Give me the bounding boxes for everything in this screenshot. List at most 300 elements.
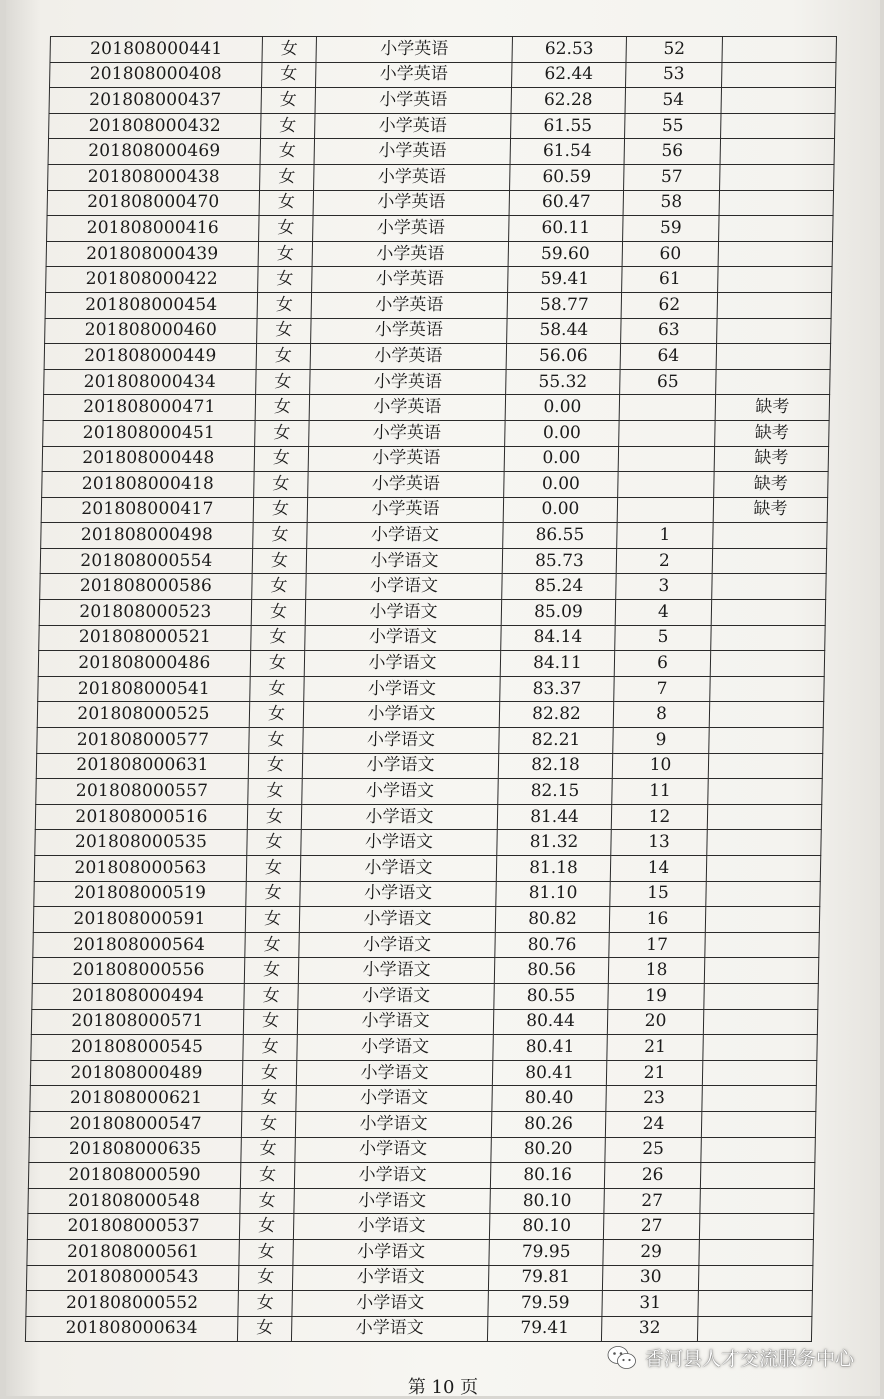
rank-cell: 10: [612, 753, 708, 779]
score-cell: 85.73: [502, 548, 616, 574]
table-row: [40, 574, 826, 600]
table-row: [47, 190, 833, 216]
rank-cell: 65: [620, 369, 716, 395]
candidate-id-cell: 201808000591: [33, 907, 245, 933]
subject-cell: 小学语文: [295, 1137, 491, 1163]
remark-cell: [701, 1111, 815, 1137]
table-row: [34, 856, 820, 882]
gender-cell: 女: [249, 728, 303, 754]
candidate-id-cell: 201808000454: [45, 292, 257, 318]
gender-cell: 女: [243, 1035, 297, 1061]
subject-cell: 小学语文: [299, 907, 495, 933]
score-cell: 0.00: [505, 420, 619, 446]
table-row: [44, 369, 830, 395]
gender-cell: 女: [249, 702, 303, 728]
remark-cell: [698, 1265, 812, 1291]
rank-cell: 54: [625, 88, 721, 114]
gender-cell: 女: [258, 241, 312, 267]
subject-cell: 小学语文: [295, 1111, 491, 1137]
candidate-id-cell: 201808000635: [29, 1137, 241, 1163]
score-cell: 79.41: [487, 1316, 601, 1342]
candidate-id-cell: 201808000557: [36, 779, 248, 805]
rank-cell: 18: [608, 958, 704, 984]
remark-cell: [708, 753, 822, 779]
candidate-id-cell: 201808000422: [46, 267, 258, 293]
candidate-id-cell: 201808000469: [48, 139, 260, 165]
score-cell: 80.76: [495, 932, 609, 958]
score-cell: 79.95: [489, 1239, 603, 1265]
rank-cell: 7: [614, 676, 710, 702]
remark-cell: [704, 958, 818, 984]
subject-cell: 小学语文: [306, 574, 502, 600]
remark-cell: [707, 830, 821, 856]
table-row: [45, 318, 831, 344]
candidate-id-cell: 201808000547: [29, 1111, 241, 1137]
subject-cell: 小学语文: [292, 1291, 488, 1317]
table-row: [33, 932, 819, 958]
gender-cell: 女: [257, 292, 311, 318]
rank-cell: 17: [609, 932, 705, 958]
table-row: [39, 600, 825, 626]
table-row: [37, 702, 823, 728]
rank-cell: [618, 446, 714, 472]
gender-cell: 女: [248, 753, 302, 779]
rank-cell: 8: [613, 702, 709, 728]
subject-cell: 小学语文: [305, 600, 501, 626]
rank-cell: 52: [626, 37, 722, 63]
subject-cell: 小学英语: [310, 344, 506, 370]
gender-cell: 女: [250, 651, 304, 677]
score-cell: 0.00: [504, 472, 618, 498]
gender-cell: 女: [239, 1214, 293, 1240]
score-cell: 59.41: [508, 267, 622, 293]
score-cell: 80.56: [494, 958, 608, 984]
table-row: [29, 1111, 815, 1137]
remark-cell: [704, 983, 818, 1009]
gender-cell: 女: [238, 1291, 292, 1317]
rank-cell: 53: [626, 62, 722, 88]
gender-cell: 女: [247, 804, 301, 830]
rank-cell: 61: [622, 267, 718, 293]
table-row: [41, 523, 827, 549]
rank-cell: 20: [607, 1009, 703, 1035]
candidate-id-cell: 201808000556: [32, 958, 244, 984]
table-row: [49, 88, 835, 114]
candidate-id-cell: 201808000471: [43, 395, 255, 421]
rank-cell: 15: [610, 881, 706, 907]
rank-cell: [619, 420, 715, 446]
gender-cell: 女: [260, 139, 314, 165]
score-cell: 0.00: [505, 395, 619, 421]
subject-cell: 小学语文: [293, 1214, 489, 1240]
subject-cell: 小学语文: [298, 983, 494, 1009]
rank-cell: 23: [606, 1086, 702, 1112]
candidate-id-cell: 201808000408: [50, 62, 262, 88]
candidate-id-cell: 201808000470: [47, 190, 259, 216]
rank-cell: 63: [621, 318, 717, 344]
score-cell: 84.11: [500, 651, 614, 677]
rank-cell: 55: [625, 113, 721, 139]
gender-cell: 女: [259, 216, 313, 242]
rank-cell: 31: [602, 1291, 698, 1317]
rank-cell: 58: [623, 190, 719, 216]
table-row: [44, 344, 830, 370]
remark-cell: [700, 1163, 814, 1189]
candidate-id-cell: 201808000577: [37, 728, 249, 754]
score-cell: 59.60: [508, 241, 622, 267]
candidate-id-cell: 201808000418: [42, 472, 254, 498]
rank-cell: 5: [615, 625, 711, 651]
subject-cell: 小学英语: [315, 88, 511, 114]
gender-cell: 女: [262, 62, 316, 88]
gender-cell: 女: [242, 1060, 296, 1086]
rank-cell: 9: [613, 728, 709, 754]
rank-cell: 60: [622, 241, 718, 267]
score-cell: 82.15: [498, 779, 612, 805]
gender-cell: 女: [252, 548, 306, 574]
score-cell: 60.47: [509, 190, 623, 216]
rank-cell: 26: [604, 1163, 700, 1189]
table-row: [38, 651, 824, 677]
gender-cell: 女: [242, 1086, 296, 1112]
gender-cell: 女: [257, 318, 311, 344]
table-row: [27, 1214, 813, 1240]
score-cell: 81.32: [497, 830, 611, 856]
remark-cell: [697, 1316, 811, 1342]
rank-cell: 27: [603, 1214, 699, 1240]
rank-cell: 57: [624, 164, 720, 190]
subject-cell: 小学语文: [300, 881, 496, 907]
score-table-body: [25, 37, 836, 1342]
table-row: [48, 164, 834, 190]
subject-cell: 小学英语: [313, 190, 509, 216]
remark-cell: [706, 856, 820, 882]
rank-cell: 24: [605, 1111, 701, 1137]
candidate-id-cell: 201808000535: [35, 830, 247, 856]
subject-cell: 小学语文: [306, 548, 502, 574]
gender-cell: 女: [254, 446, 308, 472]
candidate-id-cell: 201808000563: [34, 856, 246, 882]
remark-cell: [702, 1060, 816, 1086]
subject-cell: 小学语文: [302, 753, 498, 779]
score-cell: 56.06: [506, 344, 620, 370]
remark-cell: [721, 113, 835, 139]
score-cell: 61.55: [511, 113, 625, 139]
candidate-id-cell: 201808000519: [34, 881, 246, 907]
candidate-id-cell: 201808000545: [31, 1035, 243, 1061]
subject-cell: 小学英语: [312, 241, 508, 267]
score-cell: 80.44: [493, 1009, 607, 1035]
rank-cell: 12: [611, 804, 707, 830]
remark-cell: [712, 548, 826, 574]
score-cell: 79.59: [488, 1291, 602, 1317]
score-cell: 80.41: [492, 1060, 606, 1086]
table-row: [45, 292, 831, 318]
rank-cell: 25: [605, 1137, 701, 1163]
score-table: [25, 36, 837, 1342]
subject-cell: 小学语文: [294, 1188, 490, 1214]
score-cell: 80.26: [491, 1111, 605, 1137]
rank-cell: 11: [612, 779, 708, 805]
candidate-id-cell: 201808000498: [41, 523, 253, 549]
candidate-id-cell: 201808000564: [33, 932, 245, 958]
candidate-id-cell: 201808000486: [38, 651, 250, 677]
candidate-id-cell: 201808000521: [39, 625, 251, 651]
table-row: [30, 1060, 816, 1086]
candidate-id-cell: 201808000439: [46, 241, 258, 267]
table-row: [35, 804, 821, 830]
candidate-id-cell: 201808000438: [48, 164, 260, 190]
remark-cell: [708, 779, 822, 805]
gender-cell: 女: [241, 1137, 295, 1163]
table-row: [26, 1291, 812, 1317]
wechat-icon: [607, 1345, 637, 1371]
gender-cell: 女: [243, 1009, 297, 1035]
subject-cell: 小学语文: [301, 804, 497, 830]
rank-cell: 56: [624, 139, 720, 165]
rank-cell: 21: [607, 1035, 703, 1061]
subject-cell: 小学英语: [314, 139, 510, 165]
remark-cell: [712, 574, 826, 600]
table-row: [39, 625, 825, 651]
remark-cell: [718, 241, 832, 267]
subject-cell: 小学语文: [305, 625, 501, 651]
subject-cell: 小学英语: [309, 395, 505, 421]
score-cell: 0.00: [504, 446, 618, 472]
candidate-id-cell: 201808000543: [26, 1265, 238, 1291]
subject-cell: 小学语文: [297, 1035, 493, 1061]
score-cell: 81.18: [496, 856, 610, 882]
watermark-text: 香河县人才交流服务中心: [644, 1348, 854, 1370]
score-cell: 62.28: [511, 88, 625, 114]
candidate-id-cell: 201808000448: [42, 446, 254, 472]
rank-cell: 59: [623, 216, 719, 242]
subject-cell: 小学语文: [302, 779, 498, 805]
table-row: [29, 1137, 815, 1163]
rank-cell: 2: [616, 548, 712, 574]
gender-cell: 女: [238, 1265, 292, 1291]
table-row: [28, 1163, 814, 1189]
remark-cell: [718, 267, 832, 293]
gender-cell: 女: [256, 344, 310, 370]
score-cell: 61.54: [510, 139, 624, 165]
gender-cell: 女: [244, 958, 298, 984]
score-cell: 62.44: [512, 62, 626, 88]
score-cell: 58.77: [507, 292, 621, 318]
gender-cell: 女: [261, 88, 315, 114]
subject-cell: 小学语文: [292, 1265, 488, 1291]
rank-cell: 32: [601, 1316, 697, 1342]
score-cell: 79.81: [488, 1265, 602, 1291]
candidate-id-cell: 201808000634: [25, 1316, 237, 1342]
remark-cell: [707, 804, 821, 830]
candidate-id-cell: 201808000489: [30, 1060, 242, 1086]
score-cell: 80.10: [489, 1214, 603, 1240]
rank-cell: 14: [610, 856, 706, 882]
table-row: [41, 497, 827, 523]
remark-cell: [698, 1291, 812, 1317]
remark-cell: [720, 139, 834, 165]
rank-cell: 62: [621, 292, 717, 318]
table-row: [31, 1035, 817, 1061]
remark-cell: [710, 676, 824, 702]
gender-cell: 女: [239, 1239, 293, 1265]
score-cell: 55.32: [506, 369, 620, 395]
remark-cell: [717, 318, 831, 344]
candidate-id-cell: 201808000417: [41, 497, 253, 523]
gender-cell: 女: [247, 830, 301, 856]
remark-cell: [705, 932, 819, 958]
table-row: [28, 1188, 814, 1214]
score-cell: 82.82: [499, 702, 613, 728]
remark-cell: [701, 1137, 815, 1163]
candidate-id-cell: 201808000437: [49, 88, 261, 114]
score-cell: 81.10: [496, 881, 610, 907]
remark-cell: [699, 1214, 813, 1240]
gender-cell: 女: [241, 1111, 295, 1137]
gender-cell: 女: [260, 164, 314, 190]
subject-cell: 小学英语: [307, 497, 503, 523]
remark-cell: [700, 1188, 814, 1214]
table-row: [27, 1239, 813, 1265]
table-row: [36, 753, 822, 779]
table-row: [34, 881, 820, 907]
subject-cell: 小学英语: [311, 292, 507, 318]
remark-cell: 缺考: [713, 497, 827, 523]
remark-cell: [713, 523, 827, 549]
gender-cell: 女: [258, 267, 312, 293]
score-cell: 82.21: [499, 728, 613, 754]
gender-cell: 女: [244, 983, 298, 1009]
remark-cell: [703, 1035, 817, 1061]
table-row: [47, 216, 833, 242]
rank-cell: 21: [606, 1060, 702, 1086]
table-row: [46, 241, 832, 267]
gender-cell: 女: [240, 1188, 294, 1214]
score-cell: 81.44: [497, 804, 611, 830]
subject-cell: 小学语文: [299, 932, 495, 958]
table-row: [26, 1265, 812, 1291]
remark-cell: [719, 190, 833, 216]
table-row: [42, 446, 828, 472]
subject-cell: 小学英语: [308, 446, 504, 472]
table-row: [25, 1316, 811, 1342]
page-number: 第 10 页: [407, 1377, 479, 1398]
table-row: [31, 1009, 817, 1035]
candidate-id-cell: 201808000541: [38, 676, 250, 702]
candidate-id-cell: 201808000561: [27, 1239, 239, 1265]
candidate-id-cell: 201808000552: [26, 1291, 238, 1317]
score-cell: 0.00: [503, 497, 617, 523]
subject-cell: 小学英语: [316, 37, 512, 63]
score-cell: 80.16: [490, 1163, 604, 1189]
subject-cell: 小学语文: [300, 856, 496, 882]
gender-cell: 女: [255, 420, 309, 446]
remark-cell: 缺考: [714, 446, 828, 472]
remark-cell: [716, 344, 830, 370]
gender-cell: 女: [253, 497, 307, 523]
candidate-id-cell: 201808000571: [31, 1009, 243, 1035]
rank-cell: 13: [611, 830, 707, 856]
subject-cell: 小学英语: [310, 369, 506, 395]
rank-cell: 64: [620, 344, 716, 370]
score-cell: 60.11: [509, 216, 623, 242]
candidate-id-cell: 201808000460: [45, 318, 257, 344]
rank-cell: 3: [616, 574, 712, 600]
score-cell: 62.53: [512, 37, 626, 63]
score-cell: 80.40: [492, 1086, 606, 1112]
table-row: [30, 1086, 816, 1112]
remark-cell: 缺考: [715, 420, 829, 446]
remark-cell: [705, 907, 819, 933]
candidate-id-cell: 201808000525: [37, 702, 249, 728]
gender-cell: 女: [250, 676, 304, 702]
remark-cell: [699, 1239, 813, 1265]
score-cell: 85.09: [501, 600, 615, 626]
subject-cell: 小学语文: [304, 651, 500, 677]
gender-cell: 女: [262, 37, 316, 63]
subject-cell: 小学语文: [303, 728, 499, 754]
table-row: [32, 983, 818, 1009]
rank-cell: 4: [615, 600, 711, 626]
candidate-id-cell: 201808000434: [44, 369, 256, 395]
gender-cell: 女: [254, 472, 308, 498]
watermark: [607, 1344, 854, 1371]
gender-cell: 女: [240, 1163, 294, 1189]
remark-cell: [703, 1009, 817, 1035]
table-row: [49, 113, 835, 139]
score-cell: 83.37: [500, 676, 614, 702]
rank-cell: 6: [614, 651, 710, 677]
gender-cell: 女: [245, 932, 299, 958]
remark-cell: [711, 625, 825, 651]
score-table-wrapper: [25, 36, 836, 1339]
remark-cell: [702, 1086, 816, 1112]
table-row: [38, 676, 824, 702]
subject-cell: 小学语文: [296, 1086, 492, 1112]
subject-cell: 小学语文: [297, 1009, 493, 1035]
candidate-id-cell: 201808000523: [39, 600, 251, 626]
score-cell: 60.59: [510, 164, 624, 190]
table-row: [40, 548, 826, 574]
score-cell: 80.20: [491, 1137, 605, 1163]
candidate-id-cell: 201808000416: [47, 216, 259, 242]
gender-cell: 女: [261, 113, 315, 139]
remark-cell: [709, 702, 823, 728]
remark-cell: [710, 651, 824, 677]
gender-cell: 女: [253, 523, 307, 549]
rank-cell: 16: [609, 907, 705, 933]
subject-cell: 小学语文: [303, 702, 499, 728]
score-cell: 82.18: [498, 753, 612, 779]
remark-cell: [706, 881, 820, 907]
subject-cell: 小学语文: [301, 830, 497, 856]
remark-cell: [719, 216, 833, 242]
subject-cell: 小学英语: [311, 318, 507, 344]
remark-cell: [711, 600, 825, 626]
paper-sheet: [6, 0, 880, 1396]
subject-cell: 小学语文: [291, 1316, 487, 1342]
table-row: [46, 267, 832, 293]
subject-cell: 小学英语: [314, 164, 510, 190]
score-cell: 80.41: [493, 1035, 607, 1061]
subject-cell: 小学语文: [294, 1163, 490, 1189]
subject-cell: 小学英语: [313, 216, 509, 242]
table-row: [32, 958, 818, 984]
subject-cell: 小学英语: [315, 113, 511, 139]
score-cell: 85.24: [502, 574, 616, 600]
candidate-id-cell: 201808000631: [36, 753, 248, 779]
